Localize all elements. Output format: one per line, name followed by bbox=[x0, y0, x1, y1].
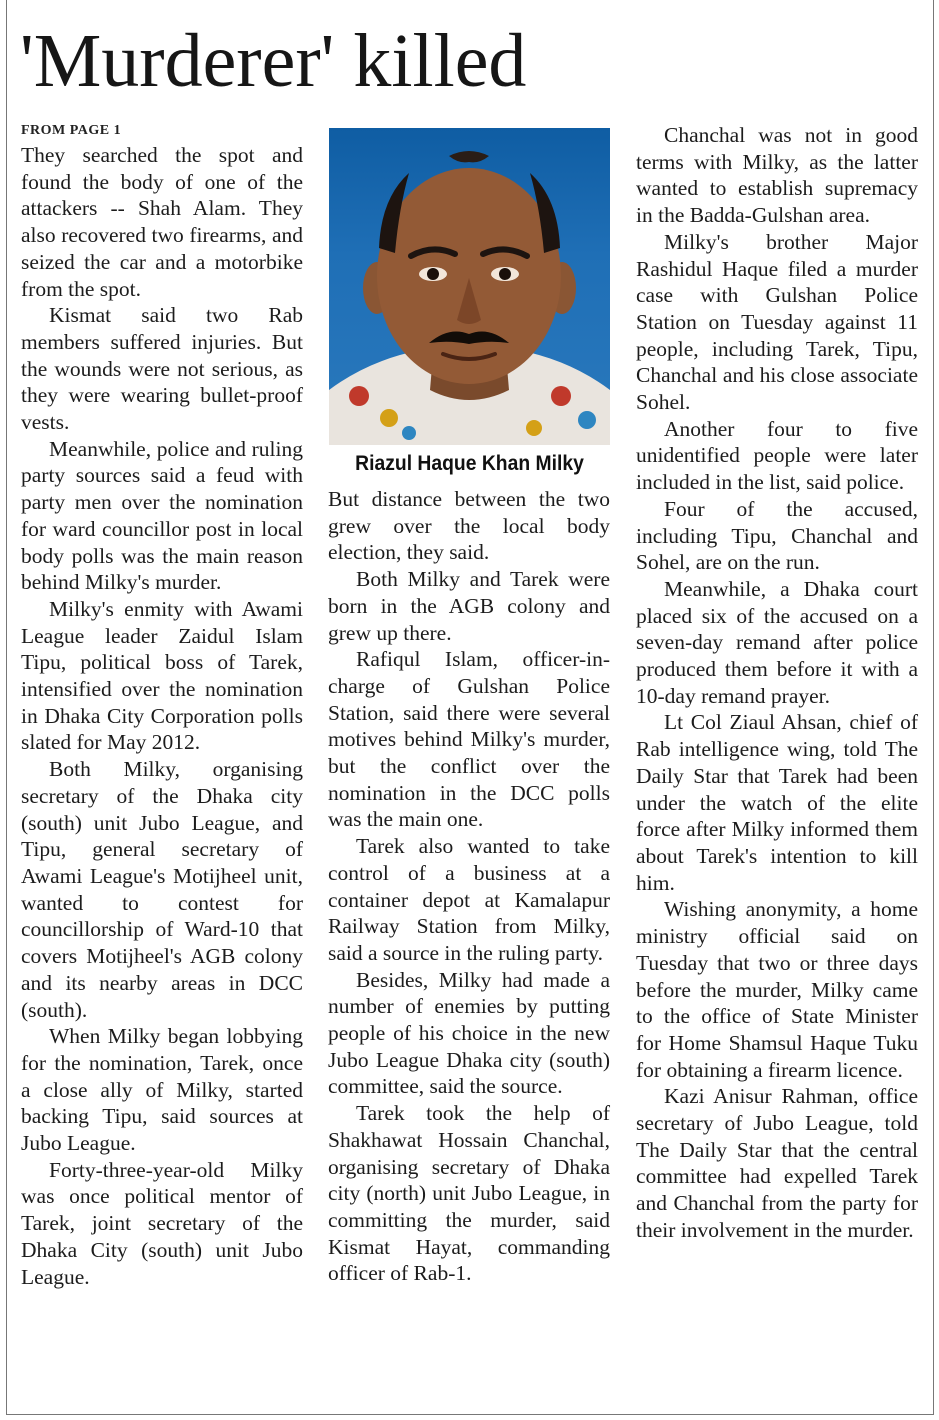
paragraph: Another four to five unidentified people were later included in the list, said police. bbox=[636, 416, 918, 495]
paragraph: Four of the accused, including Tipu, Chanchal and Sohel, are on the run. bbox=[636, 496, 918, 575]
photo-caption: Riazul Haque Khan Milky bbox=[355, 452, 584, 475]
article-column-3 bbox=[636, 122, 918, 1244]
paragraph: Both Milky and Tarek were born in the AGB colony and grew up there. bbox=[328, 567, 610, 645]
headline: 'Murderer' killed bbox=[20, 19, 527, 103]
paragraph: Meanwhile, a Dhaka court placed six of the accused on a seven-day remand after police produced them before it with a 10-day remand prayer. bbox=[636, 576, 918, 708]
paragraph: Lt Col Ziaul Ahsan, chief of Rab intelligence wing, told The Daily Star that Tarek had been under the watch of the elite force after Milky informed them about Tarek's intention to kill him. bbox=[636, 710, 918, 895]
paragraph: They searched the spot and found the body of one of the attackers -- Shah Alam. They also recovered two firearms, and seized the car and a motorbike from the spot. bbox=[21, 143, 303, 301]
paragraph: Wishing anonymity, a home ministry official said on Tuesday that two or three days before the murder, Milky came to the office of State Minister for Home Shamsul Haque Tuku for obtaining a firearm licence. bbox=[636, 897, 918, 1082]
portrait-photo bbox=[329, 128, 610, 445]
paragraph: Tarek took the help of Shakhawat Hossain Chanchal, organising secretary of Dhaka city (north) unit Jubo League, in committing the murder, said Kismat Hayat, commanding officer of Rab-1. bbox=[328, 1101, 610, 1286]
paragraph: Milky's enmity with Awami League leader Zaidul Islam Tipu, political boss of Tarek, intensified over the nomination in Dhaka City Corporation polls slated for May 2012. bbox=[21, 596, 303, 755]
paragraph: When Milky began lobbying for the nomination, Tarek, once a close ally of Milky, started backing Tipu, said sources at Jubo League. bbox=[21, 1024, 303, 1156]
article-column-1 bbox=[21, 122, 303, 1290]
paragraph: Both Milky, organising secretary of the Dhaka city (south) unit Jubo League, and Tipu, general secretary of Awami League's Motijheel unit, wanted to contest for councillorship of Ward-10 that covers Motijheel's AGB colony and its nearby areas in DCC (south). bbox=[21, 757, 303, 1022]
paragraph: Chanchal was not in good terms with Milky, as the latter wanted to establish supremacy in the Badda-Gulshan area. bbox=[636, 123, 918, 228]
paragraph: Kazi Anisur Rahman, office secretary of Jubo League, told The Daily Star that the central committee had expelled Tarek and Chanchal from the party for their involvement in the murder. bbox=[636, 1084, 918, 1242]
paragraph: Milky's brother Major Rashidul Haque filed a murder case with Gulshan Police Station on Tuesday against 11 people, including Tarek, Tipu, Chanchal and his close associate Sohel. bbox=[636, 229, 918, 415]
paragraph: But distance between the two grew over the local body election, they said. bbox=[328, 487, 610, 565]
article-column-2 bbox=[328, 486, 610, 1287]
kicker: FROM PAGE 1 bbox=[21, 123, 122, 138]
portrait-illustration bbox=[329, 128, 610, 445]
paragraph: Kismat said two Rab members suffered injuries. But the wounds were not serious, as they were wearing bullet-proof vests. bbox=[21, 303, 303, 435]
paragraph: Tarek also wanted to take control of a business at a container depot at Kamalapur Railway Station from Milky, said a source in the ruling party. bbox=[328, 834, 610, 965]
paragraph: Forty-three-year-old Milky was once political mentor of Tarek, joint secretary of the Dhaka City (south) unit Jubo League. bbox=[21, 1157, 303, 1289]
paragraph: Rafiqul Islam, officer-in-charge of Gulshan Police Station, said there were several motives behind Milky's murder, but the conflict over the nomination in the DCC polls was the main one. bbox=[328, 647, 610, 832]
paragraph: Besides, Milky had made a number of enemies by putting people of his choice in the new Jubo League Dhaka city (south) committee, said the source. bbox=[328, 967, 610, 1099]
paragraph: Meanwhile, police and ruling party sources said a feud with party men over the nomination for ward councillor post in local body polls was the main reason behind Milky's murder. bbox=[21, 436, 303, 595]
